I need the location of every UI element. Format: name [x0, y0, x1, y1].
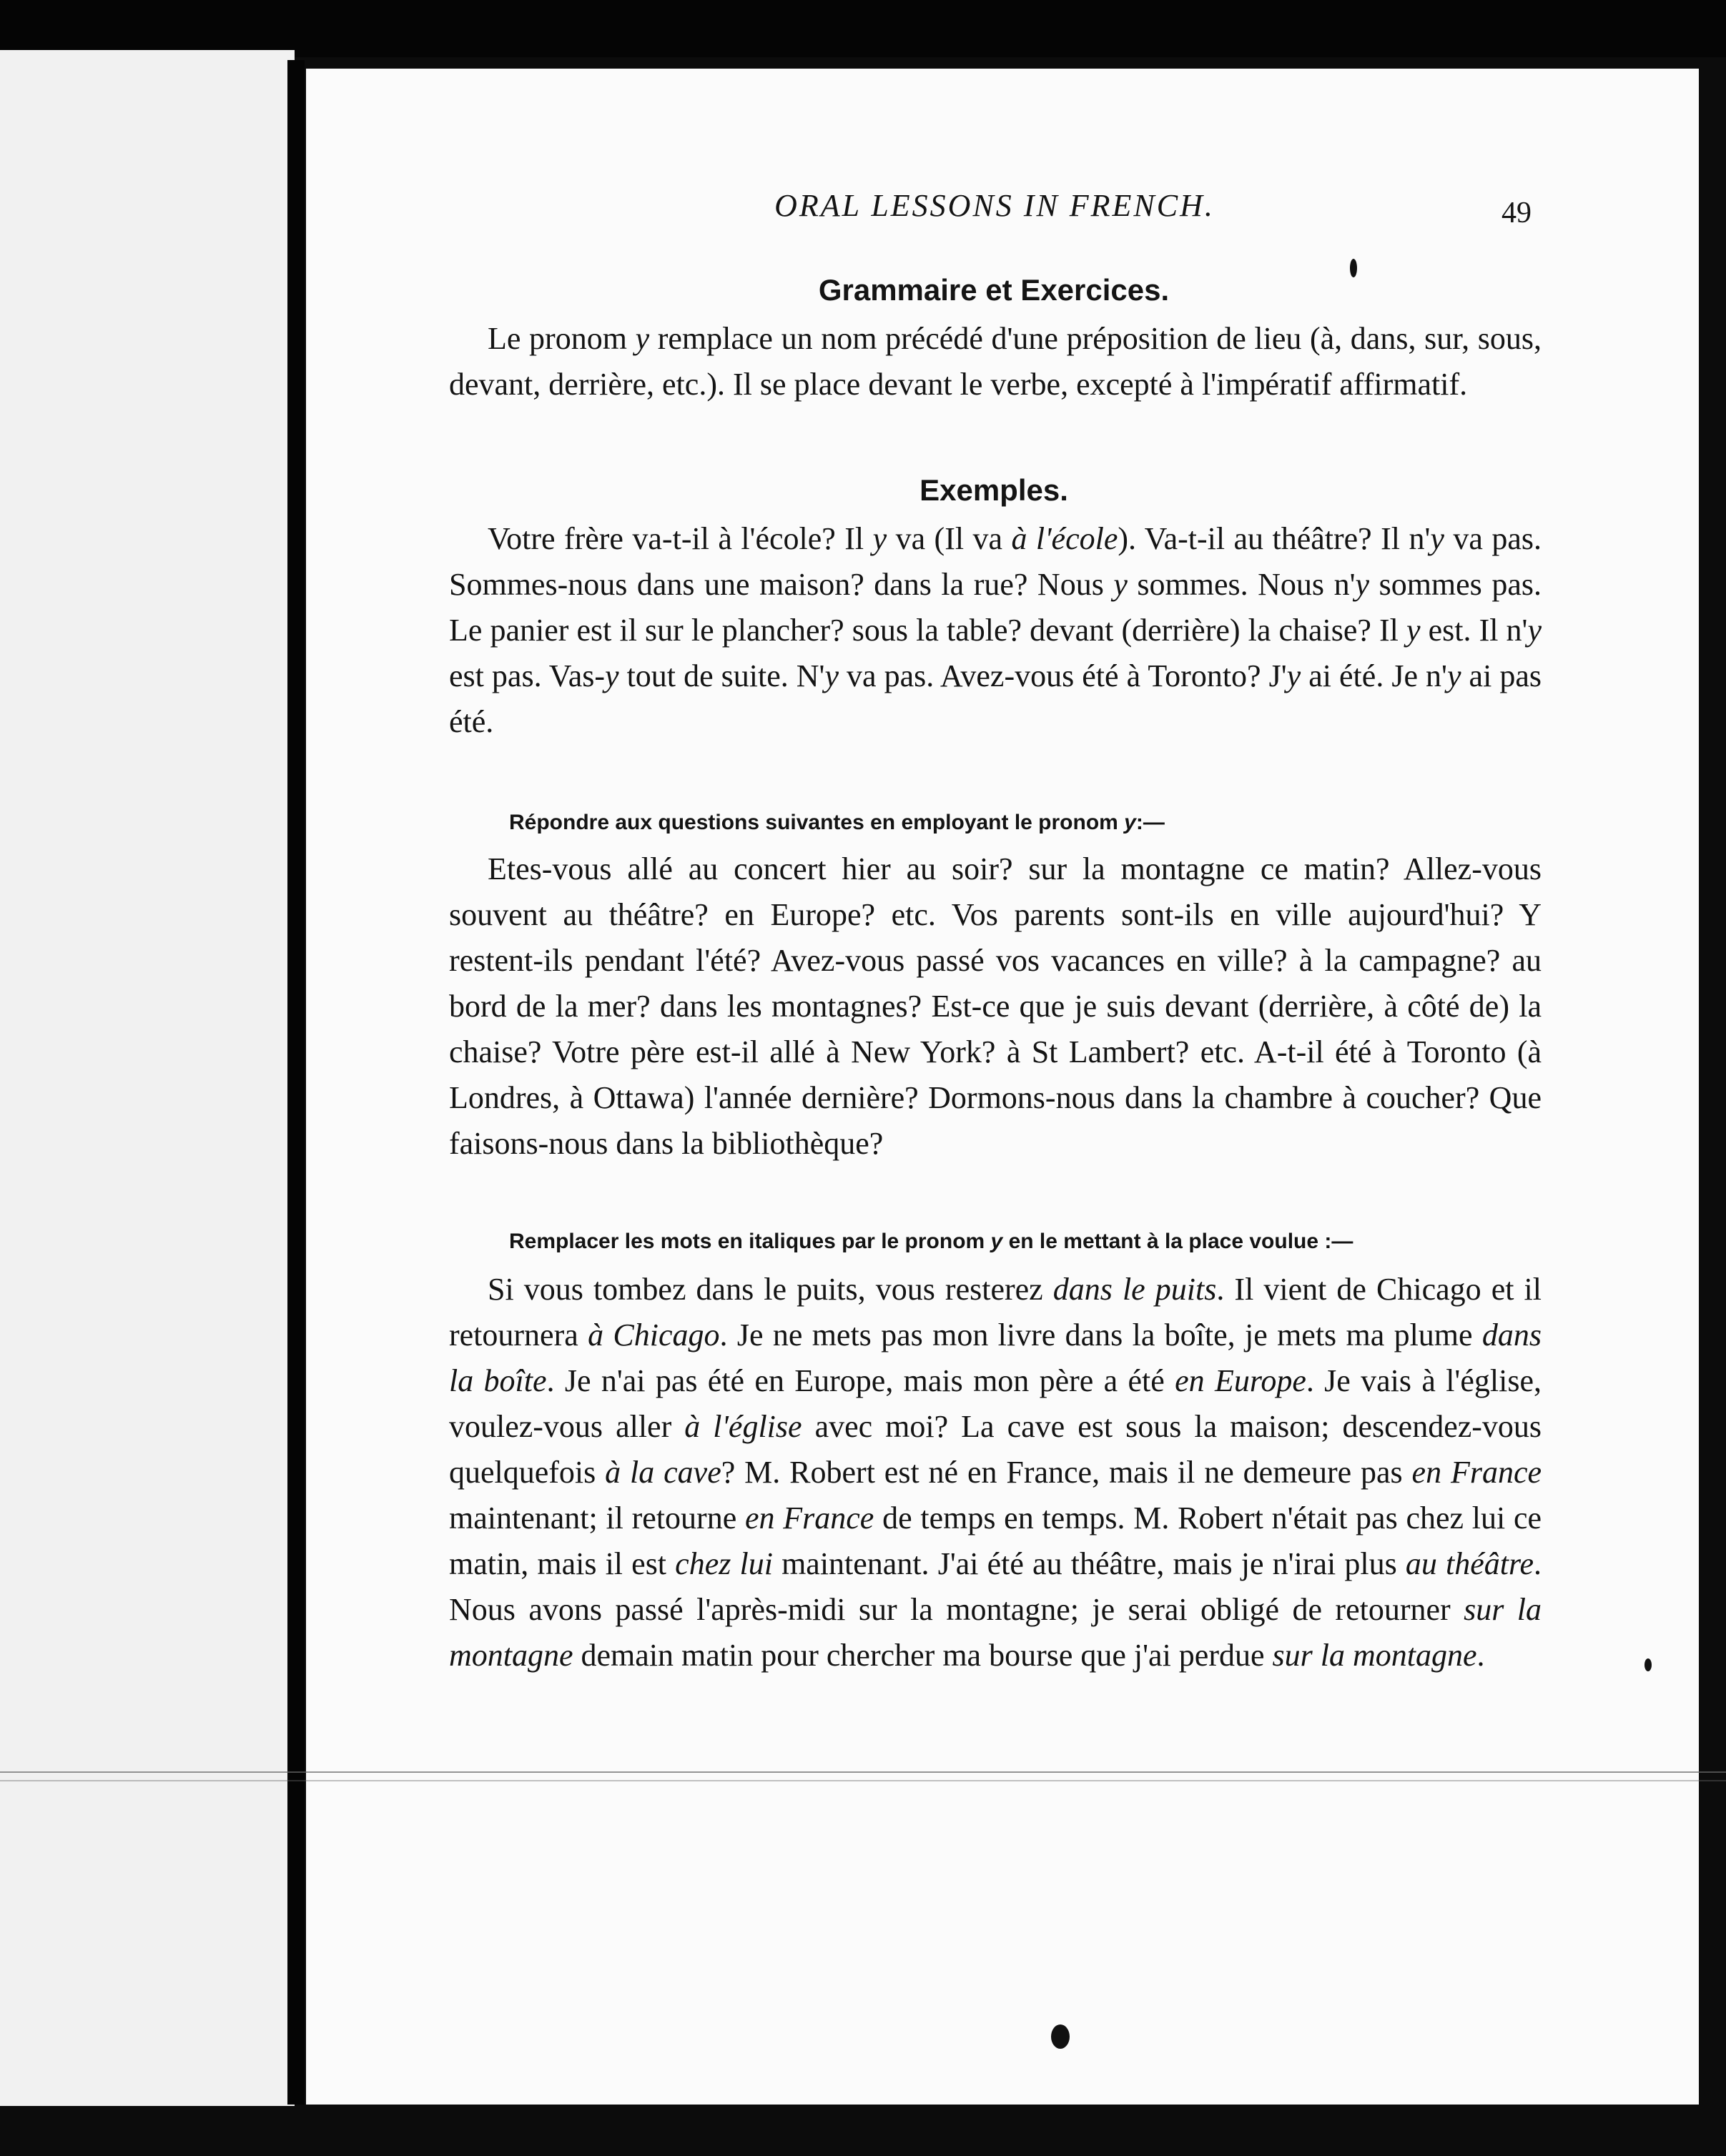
- ink-speck: [1350, 259, 1357, 277]
- text-run: maintenant. J'ai été au théâtre, mais je n'irai plus: [772, 1546, 1406, 1581]
- text-run: est pas. Vas-: [449, 658, 606, 693]
- scan-crease-line: [0, 1771, 1726, 1773]
- text-run: .: [1476, 1638, 1485, 1673]
- text-run: . Il vient de Chicago et il retournera: [449, 1272, 1542, 1353]
- italic-text-run: sur la montagne: [1272, 1638, 1477, 1673]
- italic-text-run: y: [824, 658, 839, 693]
- italic-text-run: à Chicago: [588, 1317, 720, 1353]
- italic-text-run: en France: [744, 1500, 874, 1536]
- italic-text-run: y: [1446, 658, 1461, 693]
- section-heading-grammaire: Grammaire et Exercices.: [818, 273, 1170, 307]
- text-run: ? M. Robert est né en France, mais il ne demeure pas: [721, 1455, 1412, 1490]
- section-heading-exemples: Exemples.: [919, 473, 1068, 507]
- italic-text-run: à l'école: [1011, 521, 1118, 556]
- page-gutter: [287, 60, 305, 2105]
- italic-text-run: y: [872, 521, 887, 556]
- text-run: . Je n'ai pas été en Europe, mais mon père a été: [546, 1363, 1175, 1398]
- text-run: va pas. Avez-vous été à Toronto? J': [839, 658, 1287, 693]
- text-run: Votre frère va-t-il à l'école? Il: [488, 521, 873, 556]
- text-run: Remplacer les mots en italiques par le pronom: [509, 1230, 991, 1253]
- text-run: :—: [1135, 811, 1165, 834]
- italic-text-run: dans la boîte: [449, 1317, 1542, 1398]
- italic-text-run: au théâtre: [1405, 1546, 1534, 1581]
- italic-text-run: y: [1355, 567, 1370, 602]
- scan-border-top: [0, 0, 1726, 57]
- italic-text-run: y: [1406, 613, 1421, 648]
- italic-text-run: en Europe: [1175, 1363, 1306, 1398]
- text-run: est. Il n': [1420, 613, 1528, 648]
- text-run: va pas. Sommes-nous dans une maison? dans la rue? Nous: [449, 521, 1542, 602]
- scan-crease-line: [0, 1780, 1726, 1781]
- italic-text-run: y: [990, 1230, 1003, 1253]
- ink-speck: [1051, 2024, 1070, 2049]
- text-run: demain matin pour chercher ma bourse que j'ai perdue: [573, 1638, 1273, 1673]
- text-run: Etes-vous allé au concert hier au soir? sur la montagne ce matin? Allez-vous souvent au théâtre? en Europe? etc. Vos parents sont-ils en ville aujourd'hui? Y restent-ils pendant l'été? Avez-vous passé vos vacances en ville? à la campagne? au bord de la mer? dans les montagnes? Est-ce que je suis devant (derrière, à côté de) la chaise? Votre père est-il allé à New York? à St Lambert? etc. A-t-il été à Toronto (à Londres, à Ottawa) l'année dernière? Dormons-nous dans la chambre à coucher? Que faisons-nous dans la bibliothèque?: [449, 851, 1542, 1161]
- exercise-instruction-repondre: [509, 811, 1546, 835]
- text-run: remplace un nom précédé d'une préposition de lieu (à, dans, sur, sous, devant, derrière, etc.). Il se place devant le verbe, excepté à l'impératif affirmatif.: [449, 321, 1542, 402]
- italic-text-run: y: [1430, 521, 1444, 556]
- text-run: maintenant; il retourne: [449, 1500, 745, 1536]
- italic-text-run: sur la montagne: [449, 1592, 1542, 1673]
- text-run: ). Va-t-il au théâtre? Il n': [1118, 521, 1431, 556]
- ink-speck: [1644, 1658, 1652, 1671]
- text-run: de temps en temps. M. Robert n'était pas chez lui ce matin, mais il est: [449, 1500, 1542, 1581]
- text-run: . Nous avons passé l'après-midi sur la montagne; je serai obligé de retourner: [449, 1546, 1542, 1627]
- italic-text-run: y: [605, 658, 619, 693]
- text-run: Le pronom: [488, 321, 636, 356]
- exercise-instruction-remplacer: [509, 1230, 1546, 1254]
- italic-text-run: dans le puits: [1052, 1272, 1217, 1307]
- italic-text-run: à la cave: [605, 1455, 721, 1490]
- italic-text-run: y: [1124, 811, 1136, 834]
- italic-text-run: à l'église: [684, 1409, 802, 1444]
- exercise-sentences-paragraph: [449, 1267, 1542, 1678]
- text-run: sommes. Nous n': [1127, 567, 1356, 602]
- text-run: . Je vais à l'église, voulez-vous aller: [449, 1363, 1542, 1444]
- running-title: ORAL LESSONS IN FRENCH.: [774, 188, 1215, 223]
- text-run: en le mettant à la place voulue :—: [1002, 1230, 1353, 1253]
- text-run: Si vous tombez dans le puits, vous resterez: [488, 1272, 1053, 1307]
- italic-text-run: chez lui: [675, 1546, 773, 1581]
- text-run: sommes pas. Le panier est il sur le plancher? sous la table? devant (derrière) la chaise? Il: [449, 567, 1542, 648]
- facing-page-edge: [0, 50, 295, 2106]
- page-number: 49: [1501, 197, 1532, 229]
- text-run: avec moi? La cave est sous la maison; descendez-vous quelquefois: [449, 1409, 1542, 1490]
- grammar-paragraph: [449, 316, 1542, 407]
- examples-paragraph: [449, 516, 1542, 745]
- italic-text-run: y: [1527, 613, 1542, 648]
- italic-text-run: y: [635, 321, 650, 356]
- italic-text-run: y: [1286, 658, 1301, 693]
- text-run: ai été. Je n': [1301, 658, 1447, 693]
- text-run: tout de suite. N': [618, 658, 825, 693]
- italic-text-run: en France: [1411, 1455, 1542, 1490]
- text-run: ai pas été.: [449, 658, 1542, 739]
- text-run: Répondre aux questions suivantes en employant le pronom: [509, 811, 1125, 834]
- text-run: . Je ne mets pas mon livre dans la boîte, je mets ma plume: [719, 1317, 1482, 1353]
- exercise-questions-paragraph: [449, 846, 1542, 1167]
- italic-text-run: y: [1113, 567, 1128, 602]
- text-run: va (Il va: [887, 521, 1012, 556]
